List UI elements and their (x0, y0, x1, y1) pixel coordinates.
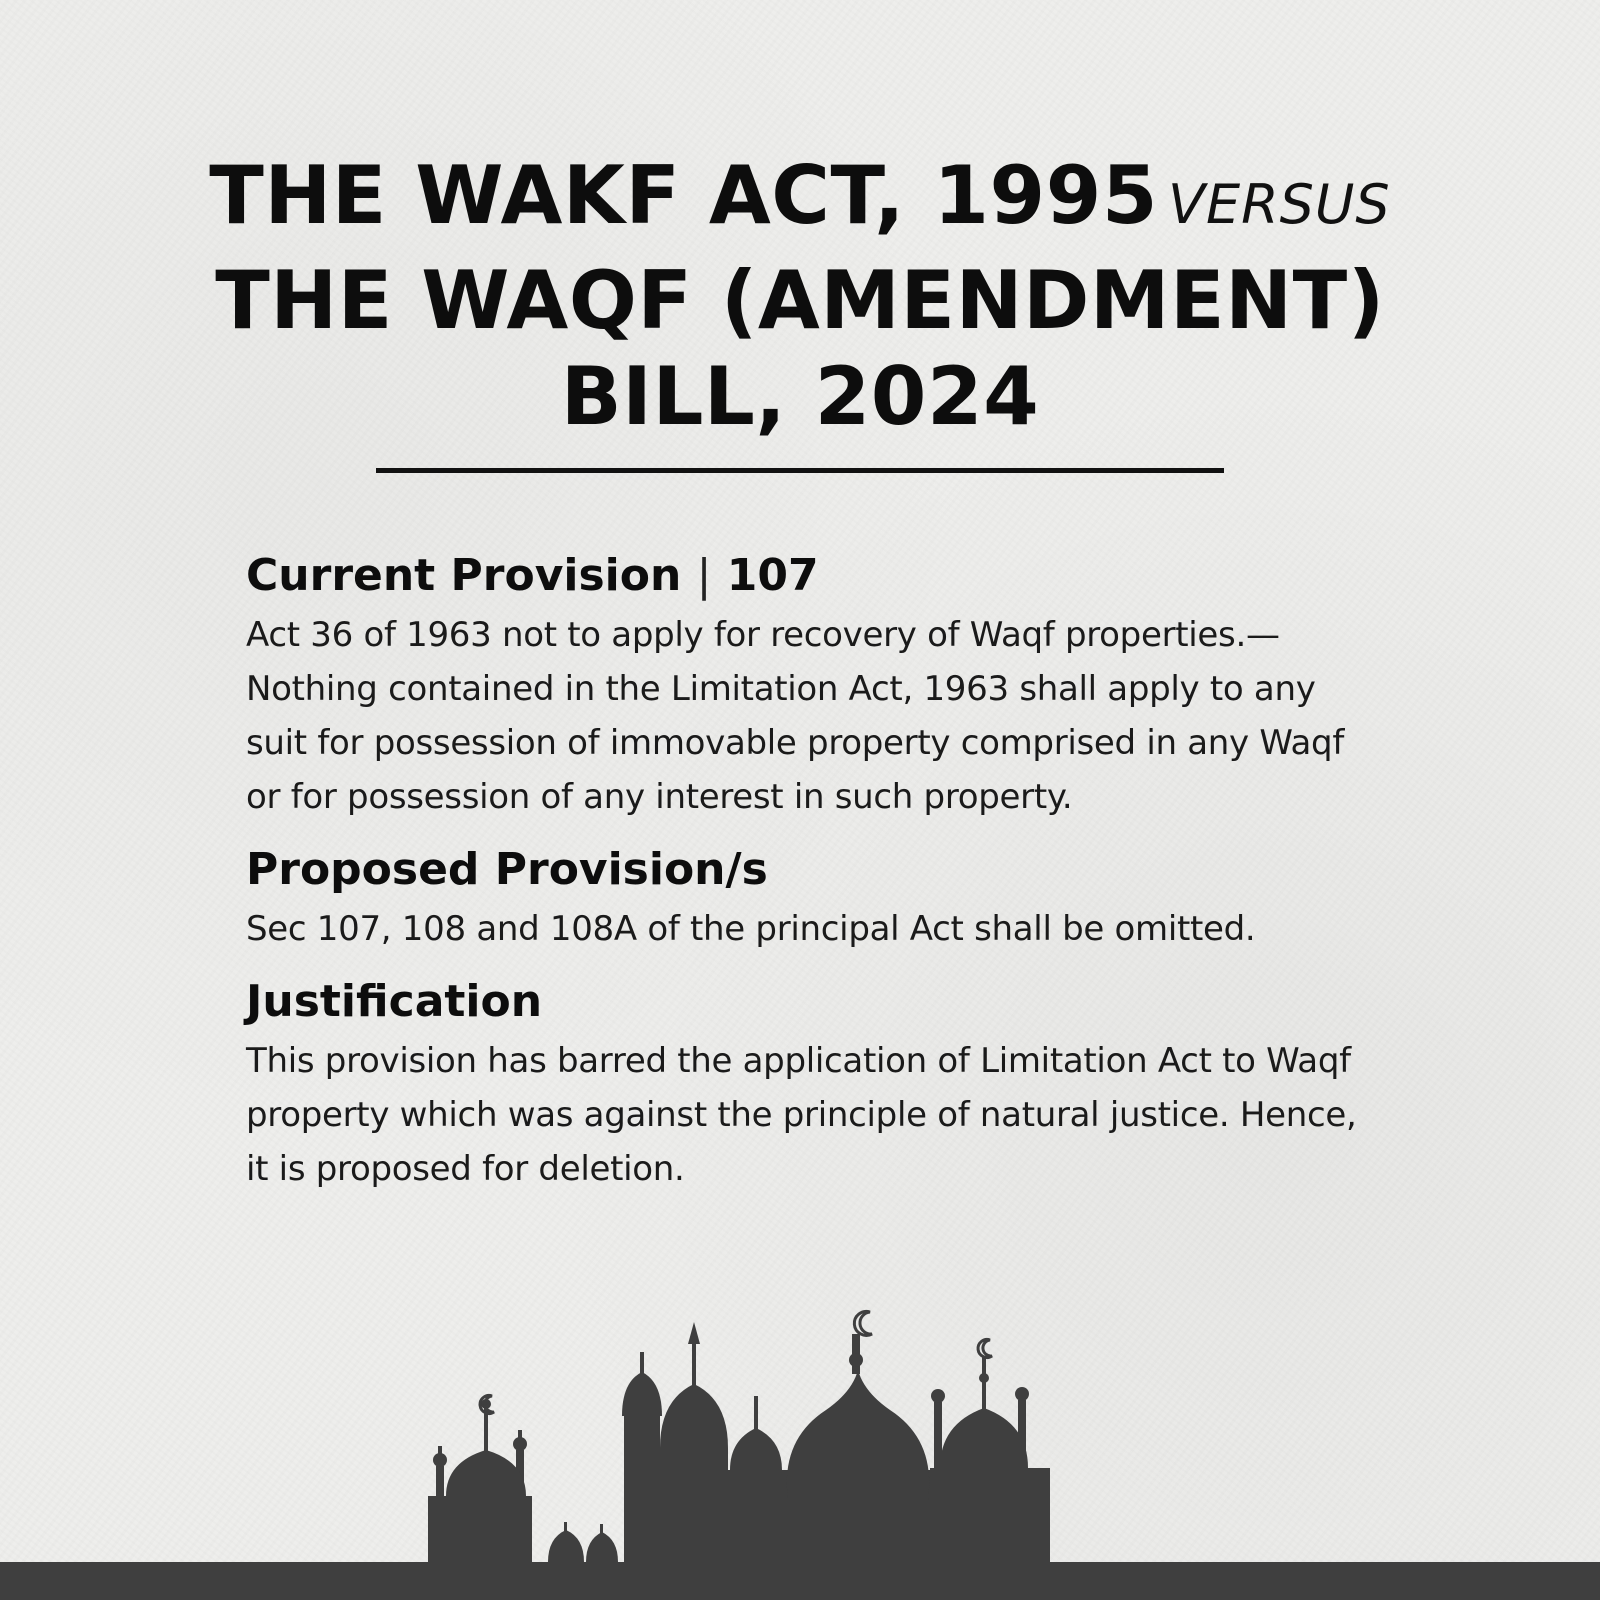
title-act-name: THE WAKF ACT, 1995 (209, 149, 1159, 242)
title-line-3: BILL, 2024 (560, 350, 1040, 443)
proposed-provision-heading: Proposed Provision/s (246, 844, 768, 895)
proposed-provision-section (246, 842, 1376, 956)
current-provision-section (246, 548, 1376, 824)
current-provision-number: 107 (726, 550, 819, 601)
page-title (0, 148, 1600, 445)
heading-separator: | (696, 550, 712, 601)
title-line-1 (0, 148, 1600, 253)
justification-heading: Justification (246, 976, 543, 1027)
title-divider (376, 468, 1224, 473)
title-line-2: THE WAQF (AMENDMENT) (215, 254, 1385, 347)
proposed-provision-text: Sec 107, 108 and 108A of the principal Act shall be omitted. (246, 909, 1256, 949)
provision-content (246, 548, 1376, 1214)
title-versus: VERSUS (1168, 173, 1391, 236)
current-provision-text: Act 36 of 1963 not to apply for recovery of Waqf properties.— Nothing contained in the Limitation Act, 1963 shall apply to any suit for possession of immovable property comprised in any Waqf or for possession of any interest in such property. (246, 615, 1344, 817)
mosque-skyline-icon (0, 1300, 1600, 1600)
current-provision-label: Current Provision (246, 550, 682, 601)
justification-section (246, 974, 1376, 1196)
justification-text: This provision has barred the application of Limitation Act to Waqf property which was against the principle of natural justice. Hence, it is proposed for deletion. (246, 1041, 1357, 1189)
current-provision-heading (246, 548, 1376, 604)
